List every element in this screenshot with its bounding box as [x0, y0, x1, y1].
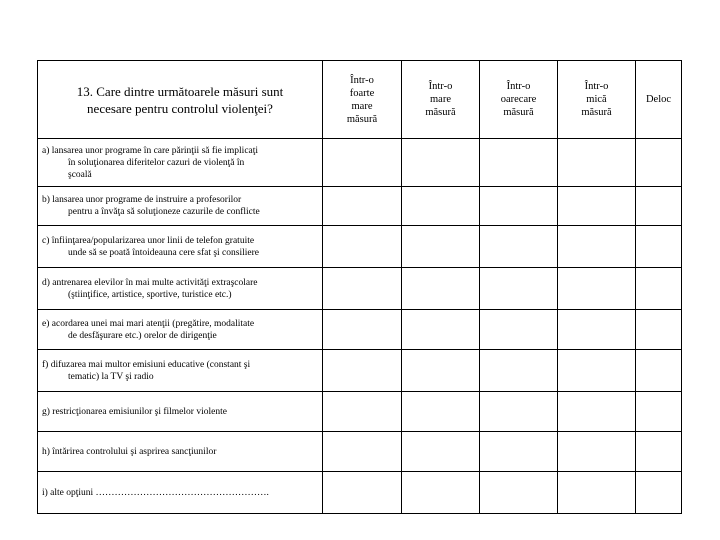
option-header-line: oarecare [500, 94, 537, 105]
table-row [38, 392, 682, 432]
option-header-line: foarte [349, 87, 375, 99]
answer-cell[interactable] [558, 310, 636, 350]
answer-cell[interactable] [323, 472, 402, 514]
option-header-line: mică [586, 94, 607, 105]
answer-cell[interactable] [636, 187, 682, 226]
item-line: în soluţionarea diferitelor cazuri de violenţă în [68, 157, 245, 168]
item-label-b [38, 187, 323, 226]
item-label-a [38, 139, 323, 187]
answer-cell[interactable] [323, 310, 402, 350]
table-row [38, 472, 682, 514]
option-header-small [558, 61, 636, 139]
option-header-line: măsură [503, 107, 534, 118]
answer-cell[interactable] [480, 310, 558, 350]
table-row [38, 310, 682, 350]
answer-cell[interactable] [636, 310, 682, 350]
answer-cell[interactable] [323, 187, 402, 226]
answer-cell[interactable] [402, 226, 480, 268]
answer-cell[interactable] [402, 350, 480, 392]
answer-cell[interactable] [636, 432, 682, 472]
option-header-some [480, 61, 558, 139]
item-line: f) difuzarea mai multor emisiuni educative (constant şi [42, 359, 251, 370]
answer-cell[interactable] [558, 472, 636, 514]
answer-cell[interactable] [558, 432, 636, 472]
item-line: d) antrenarea elevilor în mai multe activităţi extraşcolare [42, 277, 258, 288]
option-header-line: Într-o [584, 81, 609, 92]
table-row [38, 350, 682, 392]
item-line: tematic) la TV şi radio [68, 371, 154, 382]
item-label-g [38, 392, 323, 432]
answer-cell[interactable] [636, 350, 682, 392]
table-row [38, 432, 682, 472]
answer-cell[interactable] [558, 392, 636, 432]
question-title-line: necesare pentru controlul violenţei? [87, 100, 273, 116]
answer-cell[interactable] [480, 268, 558, 310]
answer-cell[interactable] [636, 139, 682, 187]
answer-cell[interactable] [636, 392, 682, 432]
answer-cell[interactable] [402, 187, 480, 226]
answer-cell[interactable] [402, 139, 480, 187]
survey-table [37, 60, 682, 514]
answer-cell[interactable] [636, 226, 682, 268]
item-line: g) restricţionarea emisiunilor şi filmelor violente [42, 406, 227, 417]
item-line: i) alte opţiuni ………………………………………………. [42, 487, 269, 498]
option-header-large [402, 61, 480, 139]
item-label-c [38, 226, 323, 268]
item-line: c) înfiinţarea/popularizarea unor linii de telefon gratuite [42, 235, 255, 246]
item-label-i [38, 472, 323, 514]
answer-cell[interactable] [480, 472, 558, 514]
answer-cell[interactable] [323, 226, 402, 268]
table-row [38, 226, 682, 268]
answer-cell[interactable] [480, 226, 558, 268]
table-row [38, 268, 682, 310]
option-header-line: măsură [425, 107, 456, 118]
answer-cell[interactable] [323, 268, 402, 310]
item-line: b) lansarea unor programe de instruire a profesorilor [42, 195, 242, 205]
item-line: (ştiinţifice, artistice, sportive, turistice etc.) [68, 289, 232, 300]
answer-cell[interactable] [402, 432, 480, 472]
answer-cell[interactable] [402, 268, 480, 310]
answer-cell[interactable] [323, 139, 402, 187]
option-header-line: mare [430, 94, 451, 105]
question-title [38, 61, 323, 139]
item-line: unde să se poată întoideauna cere sfat şi consiliere [68, 247, 259, 258]
option-header-line: Într-o [428, 81, 453, 92]
answer-cell[interactable] [480, 432, 558, 472]
item-label-h [38, 432, 323, 472]
option-header-line: măsură [346, 113, 378, 125]
item-line: h) întărirea controlului şi asprirea sancţiunilor [42, 446, 217, 457]
option-header-line: mare [351, 100, 373, 112]
item-line: pentru a învăţa să soluţioneze cazurile de conflicte [68, 207, 260, 217]
answer-cell[interactable] [636, 268, 682, 310]
table-row [38, 139, 682, 187]
answer-cell[interactable] [323, 350, 402, 392]
item-line: a) lansarea unor programe în care părinţii să fie implicaţi [42, 145, 259, 156]
answer-cell[interactable] [402, 472, 480, 514]
answer-cell[interactable] [402, 310, 480, 350]
answer-cell[interactable] [323, 432, 402, 472]
answer-cell[interactable] [480, 392, 558, 432]
answer-cell[interactable] [480, 350, 558, 392]
option-header-not-at-all [636, 61, 682, 139]
question-title-line: 13. Care dintre următoarele măsuri sunt [76, 83, 284, 99]
option-header-line: Într-o [350, 74, 374, 86]
answer-cell[interactable] [558, 139, 636, 187]
item-label-e [38, 310, 323, 350]
item-line: şcoală [68, 169, 92, 180]
option-header-line: Deloc [645, 94, 672, 105]
header-row [38, 61, 682, 139]
option-header-line: Într-o [506, 81, 531, 92]
item-label-f [38, 350, 323, 392]
item-label-d [38, 268, 323, 310]
item-line: de desfăşurare etc.) orelor de dirigenţie [68, 330, 217, 341]
option-header-line: măsură [581, 107, 612, 118]
item-line: e) acordarea unei mai mari atenţii (pregătire, modalitate [42, 318, 255, 329]
answer-cell[interactable] [558, 268, 636, 310]
table-row [38, 187, 682, 226]
answer-cell[interactable] [480, 139, 558, 187]
answer-cell[interactable] [558, 350, 636, 392]
answer-cell[interactable] [323, 392, 402, 432]
answer-cell[interactable] [636, 472, 682, 514]
answer-cell[interactable] [558, 226, 636, 268]
option-header-very-large [323, 61, 402, 139]
answer-cell[interactable] [402, 392, 480, 432]
answer-cell[interactable] [558, 187, 636, 226]
answer-cell[interactable] [480, 187, 558, 226]
